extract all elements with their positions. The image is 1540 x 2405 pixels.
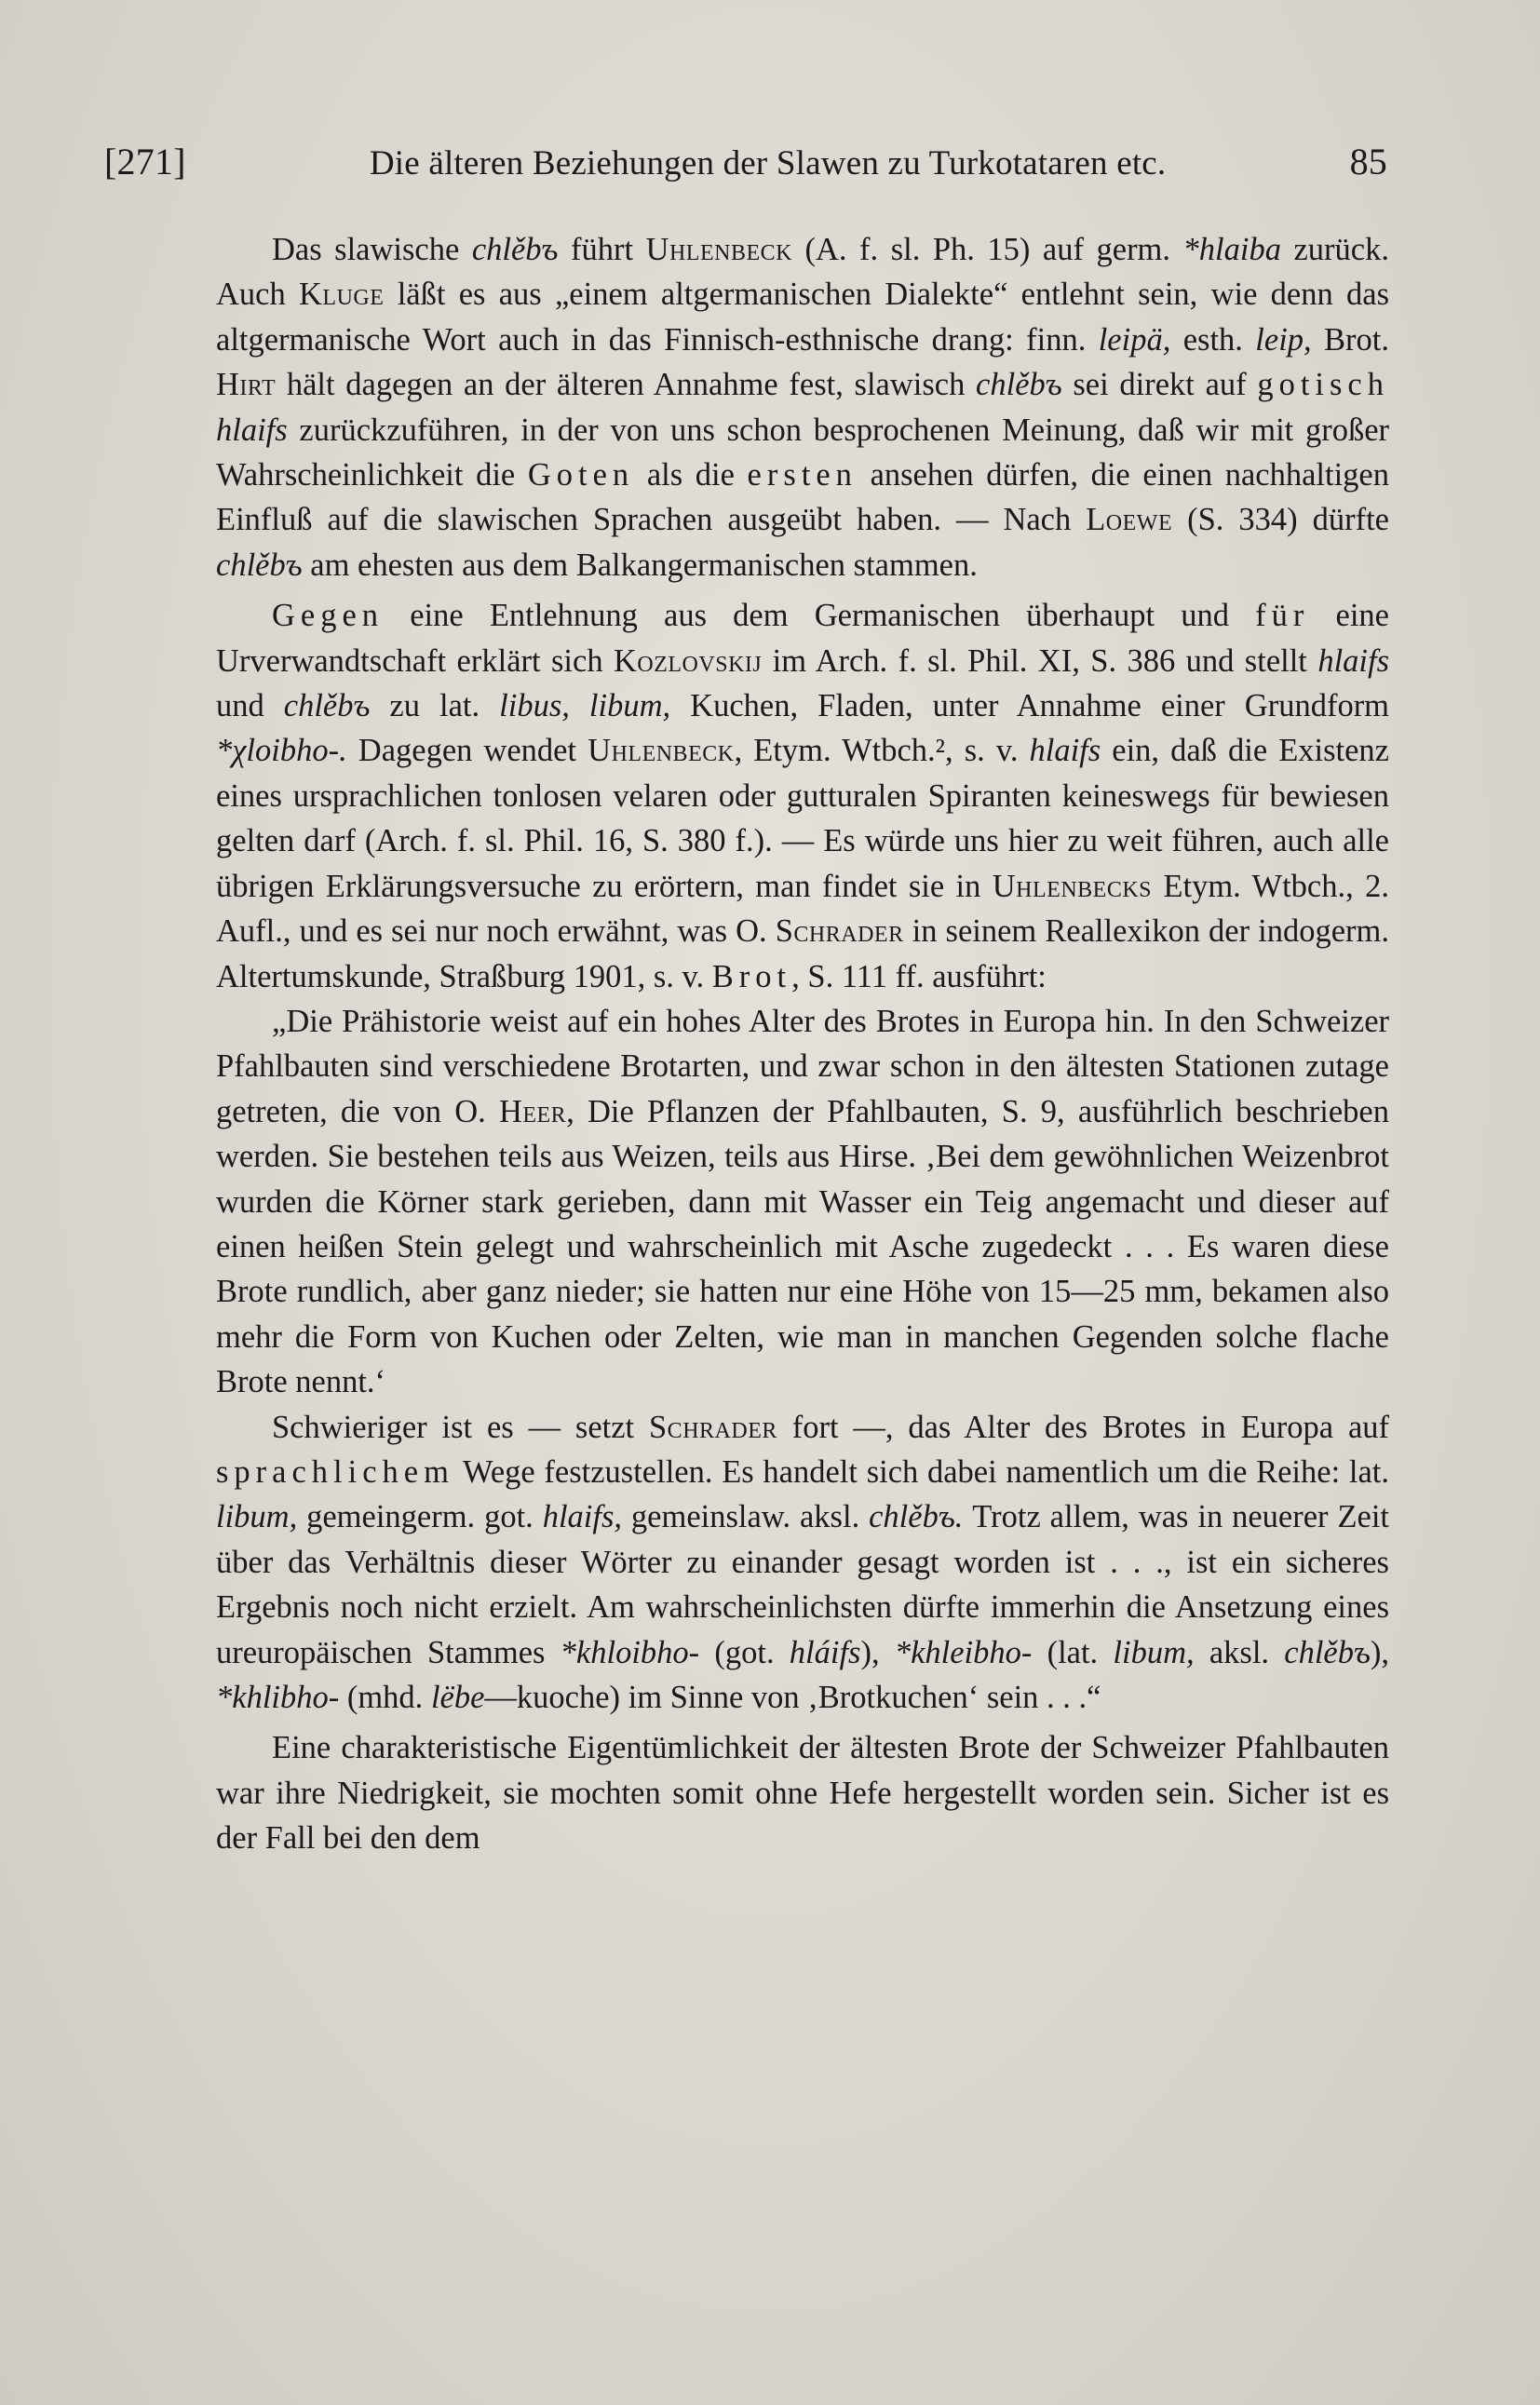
paragraph — [216, 1405, 1389, 1721]
italic-term: chlěbъ — [1284, 1634, 1371, 1670]
author-name: Kluge — [299, 277, 385, 313]
text-run: ein, daß die Existenz eines ursprachlichen tonlosen velaren oder gutturalen Spiranten keineswegs für bewiesen gelten darf (Arch. f. sl. Phil. 16, S. 380 f.). — Es würde uns hier zu weit führen, auch alle übrigen Erklärungsversuche zu erörtern, man findet sie in — [216, 733, 1389, 904]
text-run: Kuchen, Fladen, unter Annahme einer Grundform — [670, 688, 1390, 724]
author-name: Hirt — [216, 367, 277, 403]
italic-term: lëbe — [430, 1680, 485, 1715]
text-run: sei direkt auf — [1061, 367, 1258, 403]
italic-term: hlaifs — [1317, 642, 1389, 679]
text-run: fort —, das Alter des Brotes in Europa auf — [777, 1409, 1389, 1445]
paragraph — [216, 999, 1389, 1405]
text-run: (S. 334) dürfte — [1172, 502, 1389, 538]
author-name: Schrader — [775, 913, 904, 950]
text-run: esth. — [1170, 321, 1256, 358]
text-run: , Etym. Wtbch.², s. v. — [734, 733, 1030, 769]
italic-term: chlěbъ. — [869, 1499, 964, 1535]
text-run: , Die Pflanzen der Pfahlbauten, S. 9, ausführlich beschrieben werden. Sie bestehen teils aus Weizen, teils aus Hirse. ‚Bei dem gewöhnlichen Weizenbrot wurden die Körner stark gerieben, dann mit Wasser ein Teig angemacht und dieser auf einen heißen Stein gelegt und wahrscheinlich mit Asche zugedeckt . . . Es waren diese Brote rundlich, aber ganz nieder; sie hatten nur eine Höhe von 15—25 mm, bekamen also mehr die Form von Kuchen oder Zelten, wie man in manchen Gegenden solche flache Brote nennt.‘ — [216, 1093, 1389, 1400]
text-run: Wege festzustellen. Es handelt sich dabei namentlich um die Reihe: lat. — [453, 1453, 1389, 1490]
text-run: läßt es aus „einem altgermanischen Dialekte“ entlehnt sein, wie denn das altgermanische Wort auch in das Finnisch-esthnische drang: finn. — [216, 277, 1389, 358]
spaced-emphasis: für — [1255, 598, 1310, 634]
text-run: (mhd. — [339, 1680, 431, 1715]
text-run: zurückzuführen, in der von uns schon besprochenen Meinung, daß wir mit großer Wahrscheinlichkeit die — [216, 412, 1389, 493]
italic-term: hlaifs, — [542, 1499, 623, 1535]
italic-term: *hlaiba — [1182, 232, 1281, 267]
author-name: Uhlenbeck — [588, 733, 735, 769]
author-name: Uhlenbecks — [992, 868, 1153, 904]
italic-term: *khleibho- — [894, 1634, 1033, 1670]
author-name: Kozlovskij — [613, 642, 763, 679]
text-run: (got. — [699, 1634, 790, 1670]
running-header — [104, 140, 1387, 183]
paragraph — [216, 227, 1389, 588]
spaced-emphasis: ersten — [747, 457, 858, 493]
paragraph — [216, 593, 1389, 999]
spaced-emphasis: Goten — [527, 457, 635, 493]
italic-term: hláifs — [789, 1634, 861, 1670]
spaced-emphasis: Brot — [711, 958, 792, 994]
text-run: Schwieriger ist es — setzt — [272, 1409, 649, 1445]
text-run: eine Entlehnung aus dem Germanischen überhaupt und — [384, 598, 1256, 634]
spaced-emphasis: sprachlichem — [216, 1453, 454, 1490]
spaced-emphasis: Gegen — [272, 598, 385, 634]
text-run: Etym. Wtbch., 2. Aufl., und es sei nur noch erwähnt, was O. — [216, 868, 1389, 950]
author-name: Schrader — [649, 1409, 777, 1445]
italic-term: libum, — [1113, 1634, 1195, 1670]
text-run: gemeinslaw. aksl. — [622, 1499, 870, 1535]
text-run: am ehesten aus dem Balkangermanischen stammen. — [302, 547, 978, 583]
text-run: und — [216, 688, 284, 724]
text-run: zu lat. — [370, 688, 500, 724]
page-number: 85 — [1349, 141, 1387, 182]
text-run: zurück. Auch — [216, 232, 1389, 313]
paragraph — [216, 1725, 1389, 1860]
text-run: im Arch. f. sl. Phil. XI, S. 386 und stellt — [762, 642, 1318, 679]
author-name: Heer — [498, 1093, 567, 1129]
text-run: führt — [558, 232, 646, 267]
text-run: aksl. — [1194, 1634, 1285, 1670]
text-run: Eine charakteristische Eigentümlichkeit der ältesten Brote der Schweizer Pfahlbauten war ihre Niedrigkeit, sie mochten somit ohne Hefe hergestellt worden sein. Sicher ist es der Fall bei den dem — [216, 1730, 1389, 1857]
italic-term: chlěbъ — [216, 547, 303, 583]
spaced-emphasis: gotisch — [1257, 367, 1389, 403]
text-run: —kuoche) im Sinne von ‚Brotkuchen‘ sein . . .“ — [484, 1680, 1101, 1715]
bracket-page-number: [271] — [104, 141, 186, 182]
text-run: Trotz allem, was in neuerer Zeit über das Verhältnis dieser Wörter zu einander gesagt worden ist . . ., ist ein sicheres Ergebnis noch nicht erzielt. Am wahrscheinlichsten dürfte immerhin die Ansetzung eines ureuropäischen Stammes — [216, 1499, 1389, 1670]
author-name: Uhlenbeck — [645, 232, 792, 267]
italic-term: leipä, — [1098, 321, 1171, 358]
text-run: (lat. — [1032, 1634, 1114, 1670]
italic-term: *χloibho-. — [216, 733, 347, 769]
text-run: , S. 111 ff. ausführt: — [791, 958, 1047, 994]
text-run: Dagegen wendet — [346, 733, 588, 769]
italic-term: *khloibho- — [560, 1634, 700, 1670]
text-run: Brot. — [1311, 321, 1389, 358]
italic-term: chlěbъ — [976, 367, 1062, 403]
text-run: (A. f. sl. Ph. 15) auf germ. — [791, 232, 1183, 267]
text-run: Das slawische — [272, 232, 472, 267]
text-run: in seinem Reallexikon der indogerm. Altertumskunde, Straßburg 1901, s. v. — [216, 913, 1389, 994]
text-run: als die — [634, 457, 748, 493]
italic-term: libus, libum, — [499, 688, 671, 724]
italic-term: libum, — [216, 1499, 298, 1535]
text-run: hält dagegen an der älteren Annahme fest, slawisch — [276, 367, 977, 403]
text-run: ansehen dürfen, die einen nachhaltigen Einfluß auf die slawischen Sprachen ausgeübt haben. — Nach — [216, 457, 1389, 538]
italic-term: hlaifs — [216, 412, 288, 448]
author-name: Loewe — [1086, 502, 1173, 538]
text-run: eine Urverwandtschaft erklärt sich — [216, 598, 1389, 679]
italic-term: leip, — [1255, 321, 1312, 358]
italic-term: chlěbъ — [471, 232, 559, 267]
text-run: ), — [1370, 1634, 1390, 1670]
running-title: Die älteren Beziehungen der Slawen zu Turkotataren etc. — [369, 144, 1167, 182]
text-run: gemeingerm. got. — [297, 1499, 543, 1535]
body-text — [216, 227, 1389, 1861]
italic-term: chlěbъ — [283, 688, 371, 724]
italic-term: *khlibho- — [216, 1680, 340, 1715]
italic-term: hlaifs — [1029, 733, 1101, 769]
text-run: ), — [860, 1634, 895, 1670]
text-run: „Die Prähistorie weist auf ein hohes Alter des Brotes in Europa hin. In den Schweizer Pfahlbauten sind verschiedene Brotarten, und zwar schon in den ältesten Stationen zutage getreten, die von O. — [216, 1003, 1389, 1129]
